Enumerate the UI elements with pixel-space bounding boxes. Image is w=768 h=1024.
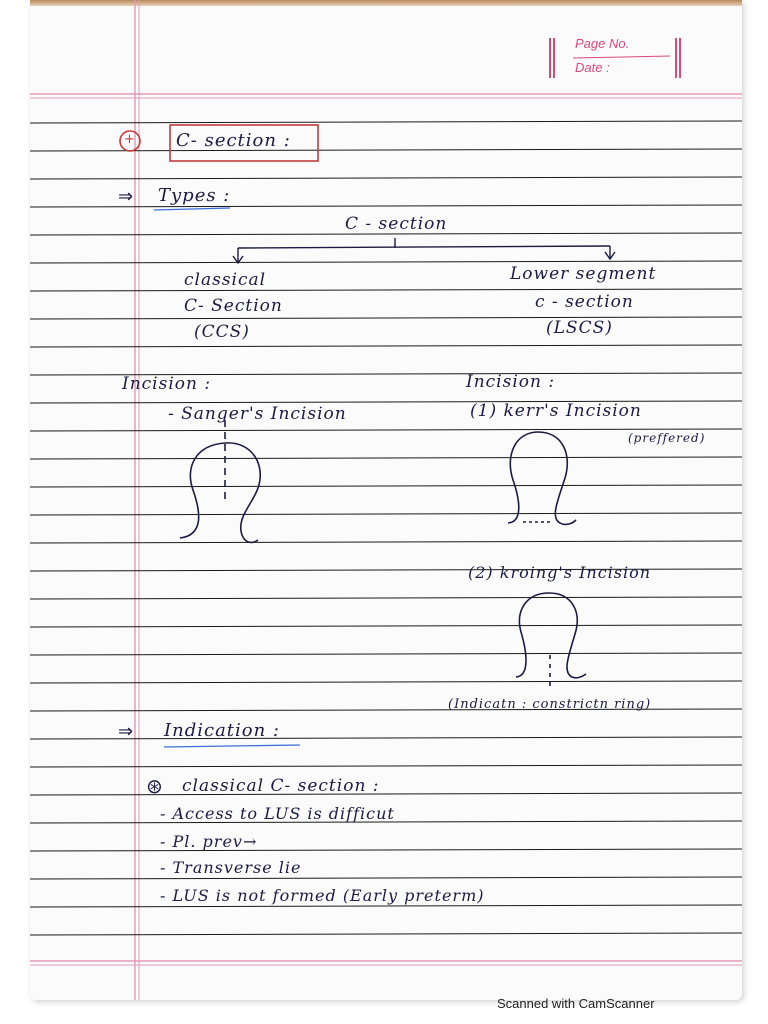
tree-left-line1: classical — [184, 270, 267, 290]
kerr-diagram — [508, 432, 576, 524]
tree-right-line3: (LSCS) — [546, 318, 613, 338]
tree-root: C - section — [345, 214, 448, 234]
types-underline — [154, 208, 230, 210]
sanger-incision: - Sanger's Incision — [168, 404, 347, 424]
incision-right-heading: Incision : — [466, 372, 556, 392]
page-no-label: Page No. — [575, 36, 630, 51]
indication-arrow: ⇒ — [118, 721, 134, 742]
indication-heading: Indication : — [164, 720, 281, 741]
title-marker: + — [124, 132, 135, 147]
classical-item: - Transverse lie — [160, 858, 302, 877]
classical-marker: ⊛ — [146, 774, 163, 798]
incision-left-heading: Incision : — [122, 374, 212, 394]
date-label: Date : — [575, 60, 610, 75]
ruled-lines — [30, 0, 742, 1000]
tree-right-line2: c - section — [535, 292, 634, 312]
tree-left-line2: C- Section — [184, 296, 283, 316]
kerr-incision: (1) kerr's Incision — [470, 401, 642, 421]
kroing-note: (Indicatn : constrictn ring) — [448, 697, 652, 712]
classical-item: - LUS is not formed (Early preterm) — [160, 886, 485, 905]
types-arrow: ⇒ — [118, 186, 134, 207]
tree-bracket — [233, 238, 615, 263]
notebook-paper — [30, 0, 742, 1000]
sanger-diagram — [180, 420, 260, 542]
types-heading: Types : — [158, 185, 231, 206]
tree-left-line3: (CCS) — [194, 322, 250, 342]
classical-item: - Access to LUS is difficut — [160, 804, 395, 823]
classical-item: - Pl. prev→ — [160, 832, 258, 851]
classical-heading: classical C- section : — [182, 776, 380, 796]
tree-right-line1: Lower segment — [510, 264, 657, 284]
indication-underline — [164, 745, 300, 747]
kerr-note: (preffered) — [628, 431, 706, 445]
scanner-watermark: Scanned with CamScanner — [497, 996, 655, 1011]
kroing-incision: (2) kroing's Incision — [468, 563, 652, 582]
kroing-diagram — [516, 593, 586, 690]
title-text: C- section : — [176, 130, 291, 151]
